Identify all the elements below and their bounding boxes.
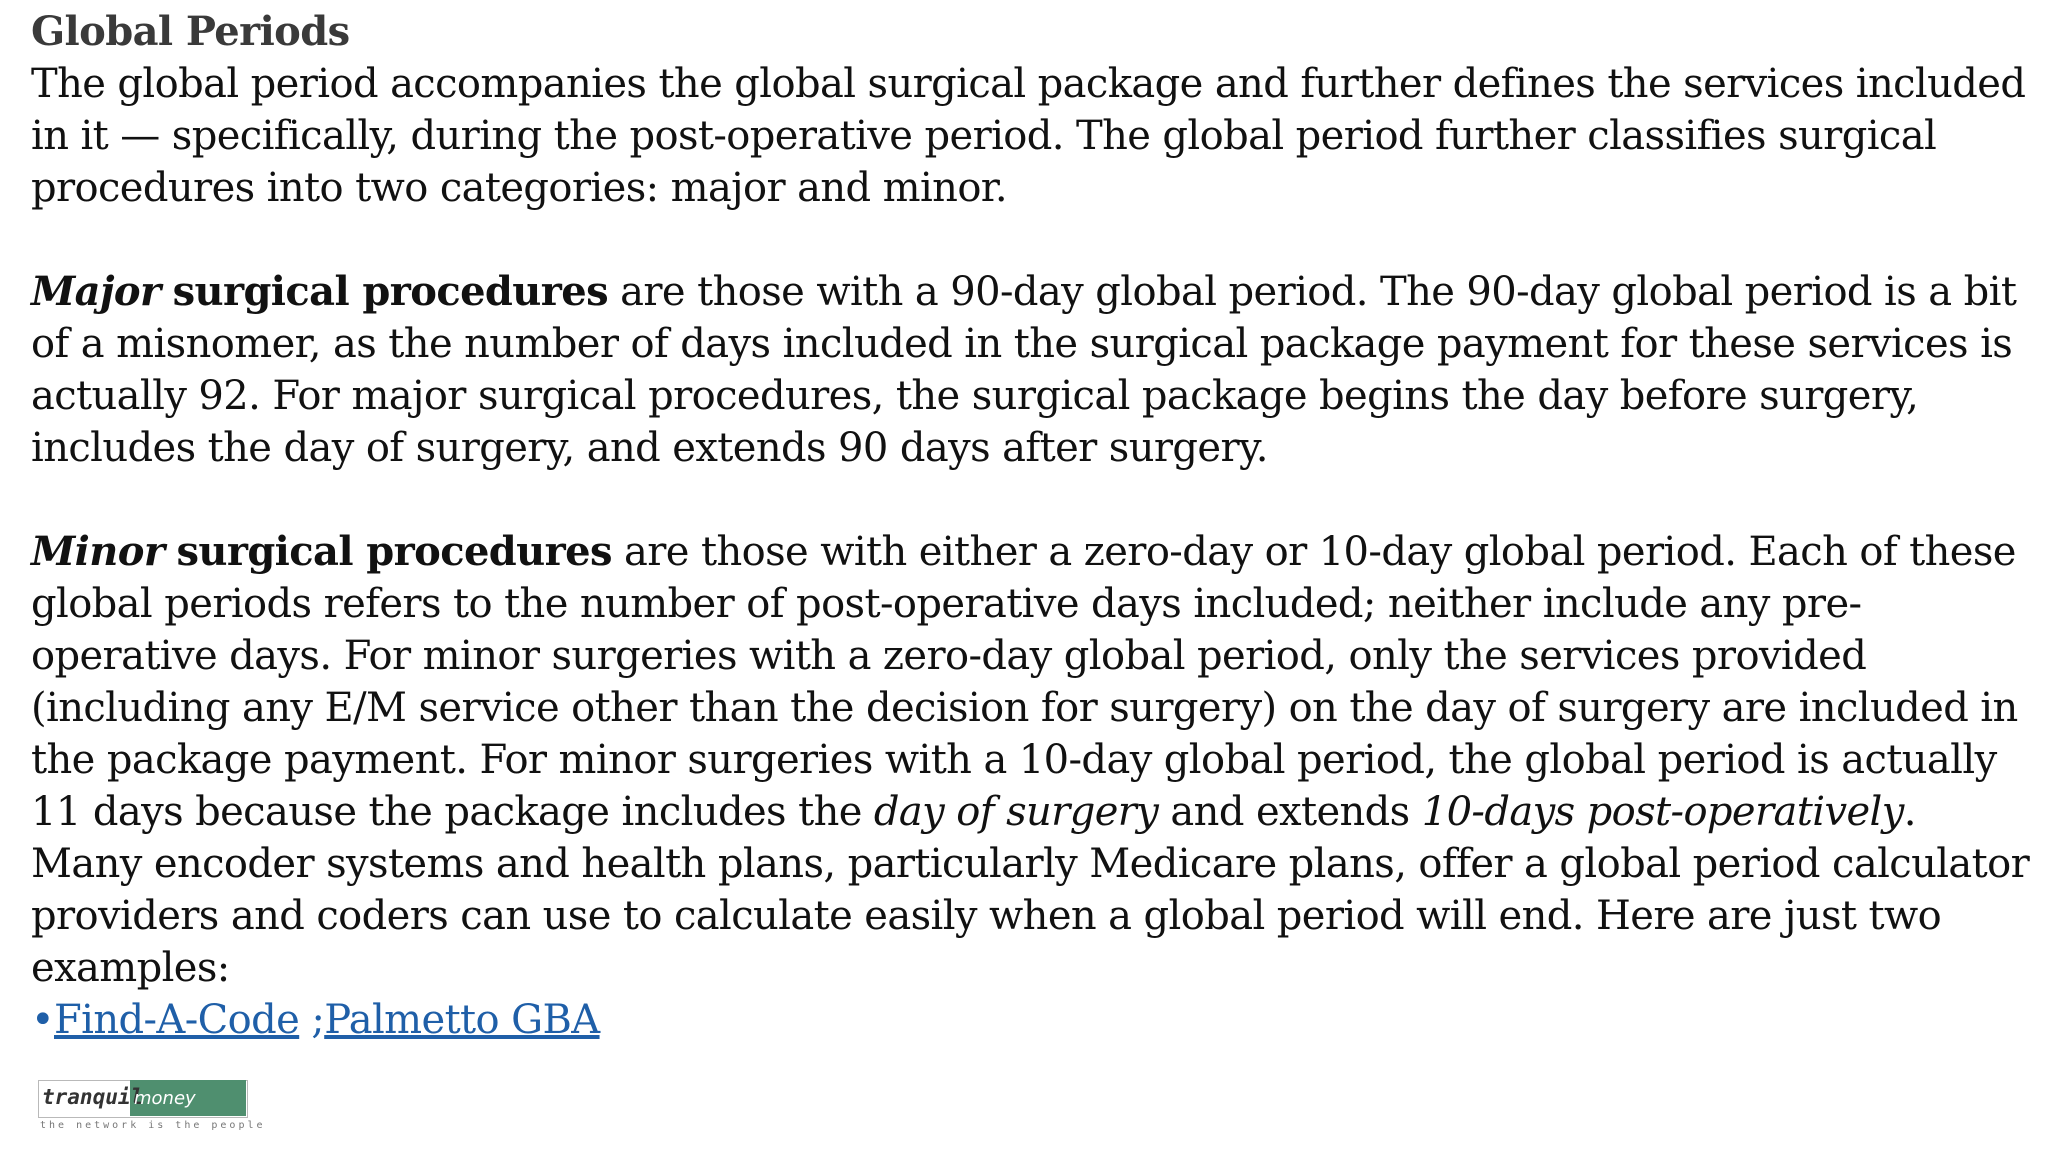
calculators-paragraph: Many encoder systems and health plans, particularly Medicare plans, offer a global period calculator providers and coders can use to calculate easily when a global period will end. Here are just two examples: <box>31 841 2030 991</box>
major-term: Major <box>31 268 161 315</box>
bullet-icon: • <box>31 997 54 1043</box>
minor-text-1: are those with either a zero-day or 10-day global period. Each of these global periods refers to the number of post-operative days included; neither include any pre-operative days. For minor surgeries with a zero-day global period, only the services provided (including any E/M service other than the decision for surgery) on the day of surgery are included in the package payment. For minor surgeries with a 10-day global period, the global period is actually 11 days because the package includes the <box>31 529 2018 835</box>
paragraph-spacer <box>31 474 2041 526</box>
minor-italic-2: 10-days post-operatively <box>1421 789 1904 835</box>
logo-tagline: the network is the people <box>40 1120 266 1131</box>
example-links <box>31 994 2041 1046</box>
minor-text-3: . <box>1903 789 1916 835</box>
find-a-code-link[interactable]: Find-A-Code <box>54 997 300 1043</box>
intro-paragraph: The global period accompanies the global surgical package and further defines the services included in it — specifically, during the post-operative period. The global period further classifies surgical procedures into two categories: major and minor. <box>31 61 2026 211</box>
minor-term: Minor <box>31 528 165 575</box>
minor-italic-1: day of surgery <box>873 789 1159 835</box>
tranquil-money-logo <box>38 1080 266 1138</box>
minor-text-2: and extends <box>1158 789 1422 835</box>
major-term-strong: surgical procedures <box>172 268 609 315</box>
major-paragraph <box>31 266 2041 474</box>
link-separator: ; <box>299 997 325 1043</box>
paragraph-spacer <box>31 214 2041 266</box>
logo-text-money: money <box>134 1088 196 1109</box>
minor-term-strong: surgical procedures <box>176 528 612 575</box>
document-body <box>31 6 2041 1046</box>
palmetto-gba-link[interactable]: Palmetto GBA <box>324 997 600 1043</box>
minor-paragraph <box>31 526 2041 838</box>
major-text: are those with a 90-day global period. The 90-day global period is a bit of a misnomer, as the number of days included in the surgical package payment for these services is actually 92. For major surgical procedures, the surgical package begins the day before surgery, includes the day of surgery, and extends 90 days after surgery. <box>31 269 2017 471</box>
logo-text-tranquil: tranquil <box>42 1085 144 1109</box>
page-title: Global Periods <box>31 8 350 55</box>
